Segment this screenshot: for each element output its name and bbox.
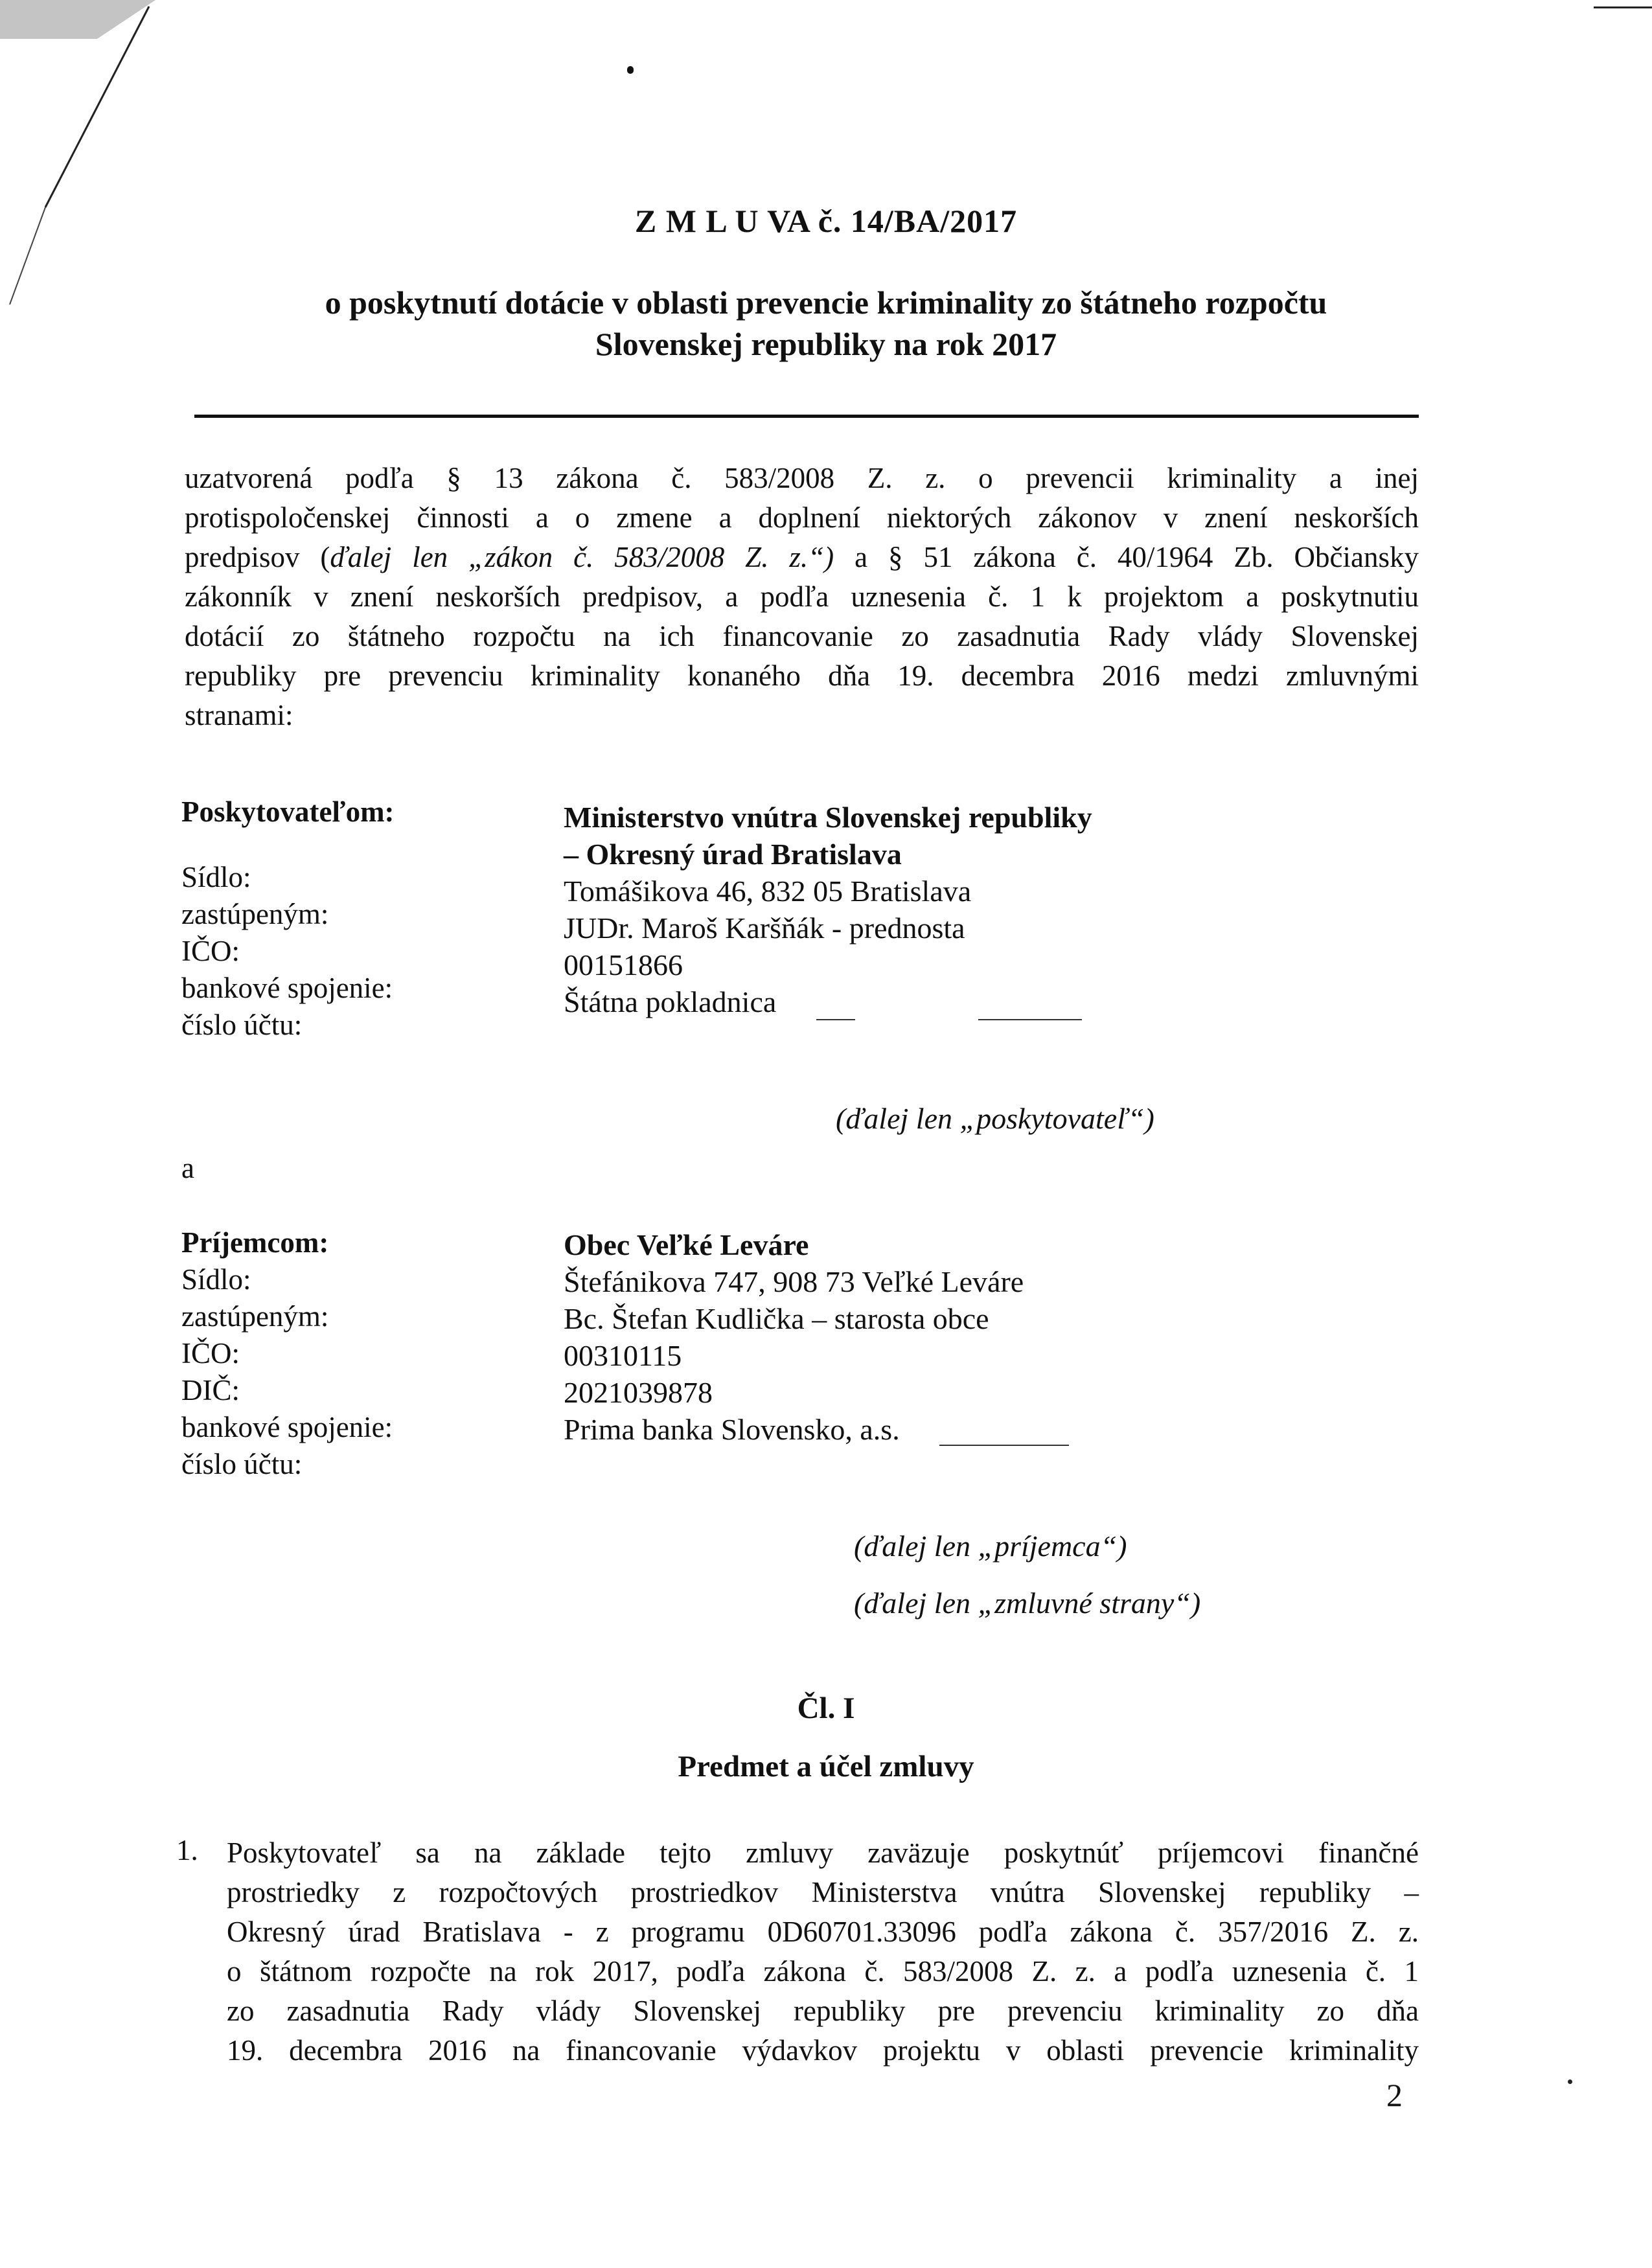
scan-top-right-line <box>1594 6 1652 8</box>
recipient-label-seat: Sídlo: <box>181 1263 251 1296</box>
recipient-ico: 00310115 <box>564 1339 682 1372</box>
provider-label-account: číslo účtu: <box>181 1009 303 1041</box>
provider-label-represented: zastúpeným: <box>181 898 329 930</box>
article-line: 19. decembra 2016 na financovanie výdavkov projektu v oblasti prevencie kriminality <box>227 2034 1419 2067</box>
provider-name-line1: Ministerstvo vnútra Slovenskej republiky <box>564 801 1092 834</box>
recipient-represented-by: Bc. Štefan Kudlička – starosta obce <box>564 1302 989 1335</box>
title-divider <box>194 415 1419 418</box>
recipient-label-represented: zastúpeným: <box>181 1300 329 1333</box>
intro-paragraph <box>185 459 1419 735</box>
article-line: o štátnom rozpočte na rok 2017, podľa zákona č. 583/2008 Z. z. a podľa uznesenia č. 1 <box>227 1955 1419 1987</box>
article-line: zo zasadnutia Rady vlády Slovenskej republiky pre prevenciu kriminality zo dňa <box>227 1995 1419 2027</box>
provider-labels <box>181 794 395 1044</box>
article-line: prostriedky z rozpočtových prostriedkov Ministerstva vnútra Slovenskej republiky – <box>227 1876 1419 1908</box>
recipient-bank: Prima banka Slovensko, a.s. <box>564 1413 900 1446</box>
provider-label-seat: Sídlo: <box>181 861 251 893</box>
intro-line-3-c: a § 51 zákona č. 40/1964 Zb. Občiansky <box>834 541 1419 573</box>
provider-bank: Štátna pokladnica <box>564 985 777 1018</box>
page-number: 2 <box>1386 2077 1403 2113</box>
provider-heading: Poskytovateľom: <box>181 796 395 828</box>
provider-represented-by: JUDr. Maroš Karšňák - prednosta <box>564 911 965 945</box>
intro-last-line: stranami: <box>185 699 293 731</box>
recipient-bank-underline <box>939 1445 1069 1446</box>
contract-subtitle <box>0 282 1652 365</box>
intro-line: zákonník v znení neskorších predpisov, a podľa uznesenia č. 1 k projektom a poskytnutiu <box>185 580 1419 613</box>
article-number: Čl. I <box>797 1691 855 1725</box>
contract-subtitle-line2: Slovenskej republiky na rok 2017 <box>595 326 1057 362</box>
recipient-label-bank: bankové spojenie: <box>181 1411 393 1443</box>
recipient-seat: Štefánikova 747, 908 73 Veľké Leváre <box>564 1265 1024 1298</box>
provider-bank-underline <box>978 1019 1082 1020</box>
recipient-note: (ďalej len „príjemca“) <box>854 1529 1127 1563</box>
intro-line: dotácií zo štátneho rozpočtu na ich financovanie zo zasadnutia Rady vlády Slovenskej <box>185 620 1419 652</box>
provider-ico: 00151866 <box>564 948 683 981</box>
article-line: Poskytovateľ sa na základe tejto zmluvy zaväzuje poskytnúť príjemcovi finančné <box>227 1837 1419 1869</box>
intro-line: uzatvorená podľa § 13 zákona č. 583/2008 Z. z. o prevencii kriminality a inej <box>185 462 1419 494</box>
recipient-labels <box>181 1224 393 1483</box>
intro-line-3-b: ďalej len „zákon č. 583/2008 Z. z.“) <box>330 541 834 573</box>
recipient-dic: 2021039878 <box>564 1376 713 1409</box>
intro-line-3 <box>185 538 1419 577</box>
provider-label-ico: IČO: <box>181 935 240 967</box>
provider-note: (ďalej len „poskytovateľ“) <box>836 1102 1154 1135</box>
recipient-label-ico: IČO: <box>181 1337 240 1369</box>
recipient-values <box>564 1226 1024 1448</box>
article-line: Okresný úrad Bratislava - z programu 0D60701.33096 podľa zákona č. 357/2016 Z. z. <box>227 1916 1419 1948</box>
contract-subtitle-line1: o poskytnutí dotácie v oblasti prevencie kriminality zo štátneho rozpočtu <box>325 284 1327 321</box>
article-item-text <box>227 1833 1419 2070</box>
provider-seat: Tomášikova 46, 832 05 Bratislava <box>564 875 972 908</box>
intro-line: republiky pre prevenciu kriminality konaného dňa 19. decembra 2016 medzi zmluvnými <box>185 659 1419 692</box>
recipient-label-account: číslo účtu: <box>181 1448 303 1480</box>
connector-and: a <box>181 1152 194 1184</box>
provider-values <box>564 799 1092 1020</box>
intro-line: protispoločenskej činnosti a o zmene a doplnení niektorých zákonov v znení neskorších <box>185 501 1419 534</box>
provider-label-bank: bankové spojenie: <box>181 972 393 1004</box>
scan-dot <box>627 66 634 74</box>
recipient-heading: Príjemcom: <box>181 1226 329 1259</box>
intro-line-3-a: predpisov ( <box>185 541 330 573</box>
provider-bank-underline <box>816 1019 855 1020</box>
parties-note: (ďalej len „zmluvné strany“) <box>854 1586 1201 1620</box>
recipient-label-dic: DIČ: <box>181 1374 240 1406</box>
article-item-number: 1. <box>176 1834 198 1866</box>
article-heading: Predmet a účel zmluvy <box>678 1750 974 1783</box>
scan-dot <box>1568 2079 1572 2084</box>
recipient-name: Obec Veľké Leváre <box>564 1228 809 1261</box>
provider-name-line2: – Okresný úrad Bratislava <box>564 838 902 871</box>
contract-title: Z M L U VA č. 14/BA/2017 <box>634 203 1018 239</box>
